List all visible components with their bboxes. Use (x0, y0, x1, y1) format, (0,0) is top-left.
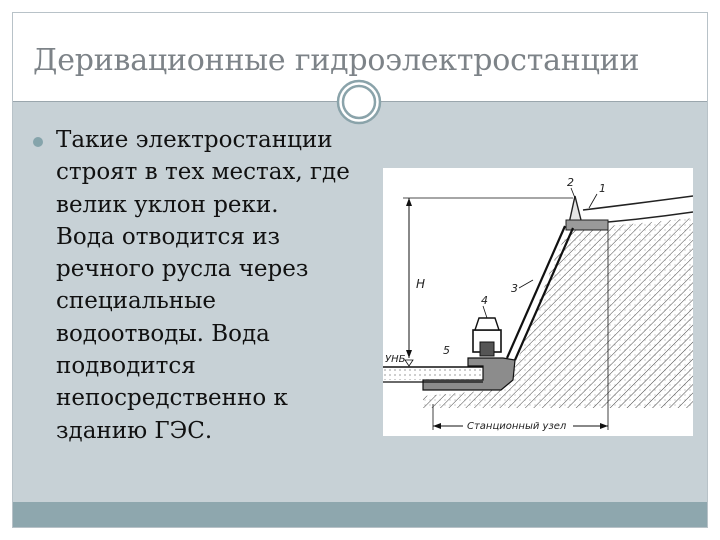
body-line: велик уклон реки. (56, 191, 279, 218)
slide-title: Деривационные гидроэлектростанции (33, 43, 640, 78)
tailwater-marker (405, 360, 413, 366)
label-4: 4 (481, 294, 488, 307)
label-3: 3 (511, 282, 518, 295)
head-arrow-top (406, 198, 412, 206)
bottom-bar (13, 502, 707, 527)
label-tailwater: УНБ (385, 354, 406, 365)
body-line: речного русла через (56, 256, 309, 283)
leader-1 (589, 194, 597, 208)
bullet-icon (33, 137, 43, 147)
leader-3 (519, 280, 533, 288)
body-line: Такие электростанции (56, 127, 333, 153)
body-text (56, 124, 366, 447)
leader-4 (483, 306, 487, 318)
body-line: Вода отводится из (56, 223, 281, 250)
body-line: подводится (56, 353, 196, 380)
derivation-hpp-diagram (383, 168, 693, 436)
station-node-arrow-right (600, 423, 608, 429)
label-1: 1 (599, 182, 606, 195)
body-line: непосредственно к (56, 385, 288, 412)
tailwater (383, 368, 483, 380)
body-line: водоотводы. Вода (56, 320, 270, 347)
head-arrow-bottom (406, 350, 412, 358)
label-5: 5 (443, 344, 450, 357)
leader-2 (571, 188, 575, 198)
label-station-node: Станционный узел (467, 421, 567, 432)
turbine (480, 342, 494, 356)
label-2: 2 (567, 176, 574, 189)
body-line: строят в тех местах, где (56, 159, 350, 186)
upper-river-surface (583, 196, 693, 210)
circle-ornament-icon (335, 78, 383, 126)
label-head: H (416, 277, 426, 291)
body-line: зданию ГЭС. (56, 417, 213, 444)
station-node-arrow-left (433, 423, 441, 429)
powerhouse-roof (475, 318, 499, 330)
body-line: специальные (56, 288, 217, 315)
